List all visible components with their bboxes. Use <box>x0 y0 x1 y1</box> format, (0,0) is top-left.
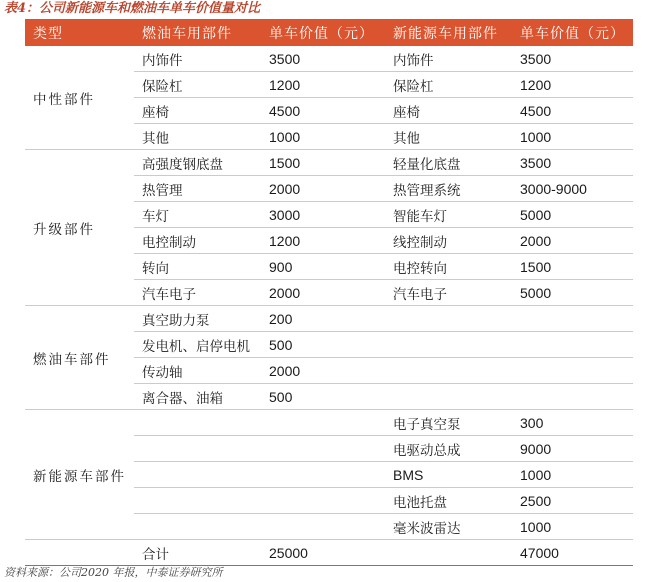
header-row <box>25 19 633 46</box>
ice-value-cell <box>261 488 385 514</box>
nev-part-cell: 保险杠 <box>385 72 512 98</box>
nev-value-cell: 2000 <box>512 228 633 254</box>
category-cell: 升级部件 <box>25 150 134 306</box>
ice-part-cell: 转向 <box>134 254 261 280</box>
ice-part-cell: 发电机、启停电机 <box>134 332 261 358</box>
ice-value-cell <box>261 462 385 488</box>
ice-part-cell: 热管理 <box>134 176 261 202</box>
header-type: 类型 <box>25 19 134 46</box>
nev-part-cell: 毫米波雷达 <box>385 514 512 540</box>
table-row <box>25 410 633 436</box>
nev-part-cell: 电驱动总成 <box>385 436 512 462</box>
ice-value-cell: 500 <box>261 332 385 358</box>
ice-value-cell: 2000 <box>261 176 385 202</box>
ice-part-cell: 电控制动 <box>134 228 261 254</box>
nev-part-cell: 热管理系统 <box>385 176 512 202</box>
nev-value-cell: 5000 <box>512 280 633 306</box>
ice-value-cell: 500 <box>261 384 385 410</box>
category-cell: 新能源车部件 <box>25 410 134 540</box>
ice-part-cell: 座椅 <box>134 98 261 124</box>
nev-value-cell <box>512 332 633 358</box>
total-label: 合计 <box>134 540 261 566</box>
nev-part-cell <box>385 332 512 358</box>
nev-value-cell: 3500 <box>512 46 633 72</box>
ice-value-cell: 1000 <box>261 124 385 150</box>
total-ice-value: 25000 <box>261 540 385 566</box>
nev-part-cell <box>385 306 512 332</box>
ice-part-cell: 传动轴 <box>134 358 261 384</box>
ice-part-cell: 保险杠 <box>134 72 261 98</box>
nev-value-cell: 9000 <box>512 436 633 462</box>
nev-value-cell: 3500 <box>512 150 633 176</box>
ice-part-cell: 高强度钢底盘 <box>134 150 261 176</box>
table-row <box>25 46 633 72</box>
nev-part-cell: 电池托盘 <box>385 488 512 514</box>
table-title: 表4：公司新能源车和燃油车单车价值量对比 <box>4 1 261 16</box>
ice-part-cell: 真空助力泵 <box>134 306 261 332</box>
category-cell: 燃油车部件 <box>25 306 134 410</box>
nev-part-cell: BMS <box>385 462 512 488</box>
nev-part-cell <box>385 384 512 410</box>
ice-part-cell <box>134 436 261 462</box>
ice-part-cell: 离合器、油箱 <box>134 384 261 410</box>
ice-part-cell: 车灯 <box>134 202 261 228</box>
nev-part-cell: 电子真空泵 <box>385 410 512 436</box>
nev-value-cell: 4500 <box>512 98 633 124</box>
source-note: 资料来源：公司2020 年报，中泰证券研究所 <box>4 566 223 579</box>
nev-value-cell: 1500 <box>512 254 633 280</box>
total-category-cell <box>25 540 134 566</box>
header-nev-value: 单车价值（元） <box>512 19 633 46</box>
nev-part-cell: 内饰件 <box>385 46 512 72</box>
ice-part-cell <box>134 514 261 540</box>
ice-value-cell: 1200 <box>261 228 385 254</box>
table-row <box>25 150 633 176</box>
ice-value-cell: 3500 <box>261 46 385 72</box>
nev-part-cell <box>385 358 512 384</box>
nev-value-cell <box>512 384 633 410</box>
nev-part-cell: 智能车灯 <box>385 202 512 228</box>
header-ice-value: 单车价值（元） <box>261 19 385 46</box>
ice-value-cell: 2000 <box>261 280 385 306</box>
nev-part-cell: 轻量化底盘 <box>385 150 512 176</box>
ice-value-cell: 4500 <box>261 98 385 124</box>
nev-value-cell: 1000 <box>512 514 633 540</box>
category-cell: 中性部件 <box>25 46 134 150</box>
total-nev-part-cell <box>385 540 512 566</box>
nev-value-cell: 1200 <box>512 72 633 98</box>
nev-value-cell <box>512 306 633 332</box>
ice-value-cell <box>261 410 385 436</box>
total-row <box>25 540 633 566</box>
ice-part-cell: 其他 <box>134 124 261 150</box>
nev-part-cell: 座椅 <box>385 98 512 124</box>
nev-value-cell: 2500 <box>512 488 633 514</box>
ice-value-cell: 1500 <box>261 150 385 176</box>
ice-value-cell: 2000 <box>261 358 385 384</box>
nev-value-cell <box>512 358 633 384</box>
ice-part-cell <box>134 410 261 436</box>
ice-part-cell <box>134 462 261 488</box>
nev-value-cell: 1000 <box>512 124 633 150</box>
header-nev-part: 新能源车用部件 <box>385 19 512 46</box>
ice-value-cell: 3000 <box>261 202 385 228</box>
ice-value-cell <box>261 436 385 462</box>
ice-value-cell: 200 <box>261 306 385 332</box>
nev-part-cell: 汽车电子 <box>385 280 512 306</box>
ice-part-cell: 内饰件 <box>134 46 261 72</box>
header-ice-part: 燃油车用部件 <box>134 19 261 46</box>
total-nev-value: 47000 <box>512 540 633 566</box>
ice-value-cell: 1200 <box>261 72 385 98</box>
nev-value-cell: 3000-9000 <box>512 176 633 202</box>
nev-part-cell: 其他 <box>385 124 512 150</box>
nev-value-cell: 300 <box>512 410 633 436</box>
ice-value-cell <box>261 514 385 540</box>
table-body <box>25 46 633 566</box>
nev-value-cell: 1000 <box>512 462 633 488</box>
nev-part-cell: 线控制动 <box>385 228 512 254</box>
ice-part-cell: 汽车电子 <box>134 280 261 306</box>
nev-value-cell: 5000 <box>512 202 633 228</box>
ice-part-cell <box>134 488 261 514</box>
nev-part-cell: 电控转向 <box>385 254 512 280</box>
ice-value-cell: 900 <box>261 254 385 280</box>
table-row <box>25 306 633 332</box>
comparison-table <box>25 19 633 566</box>
